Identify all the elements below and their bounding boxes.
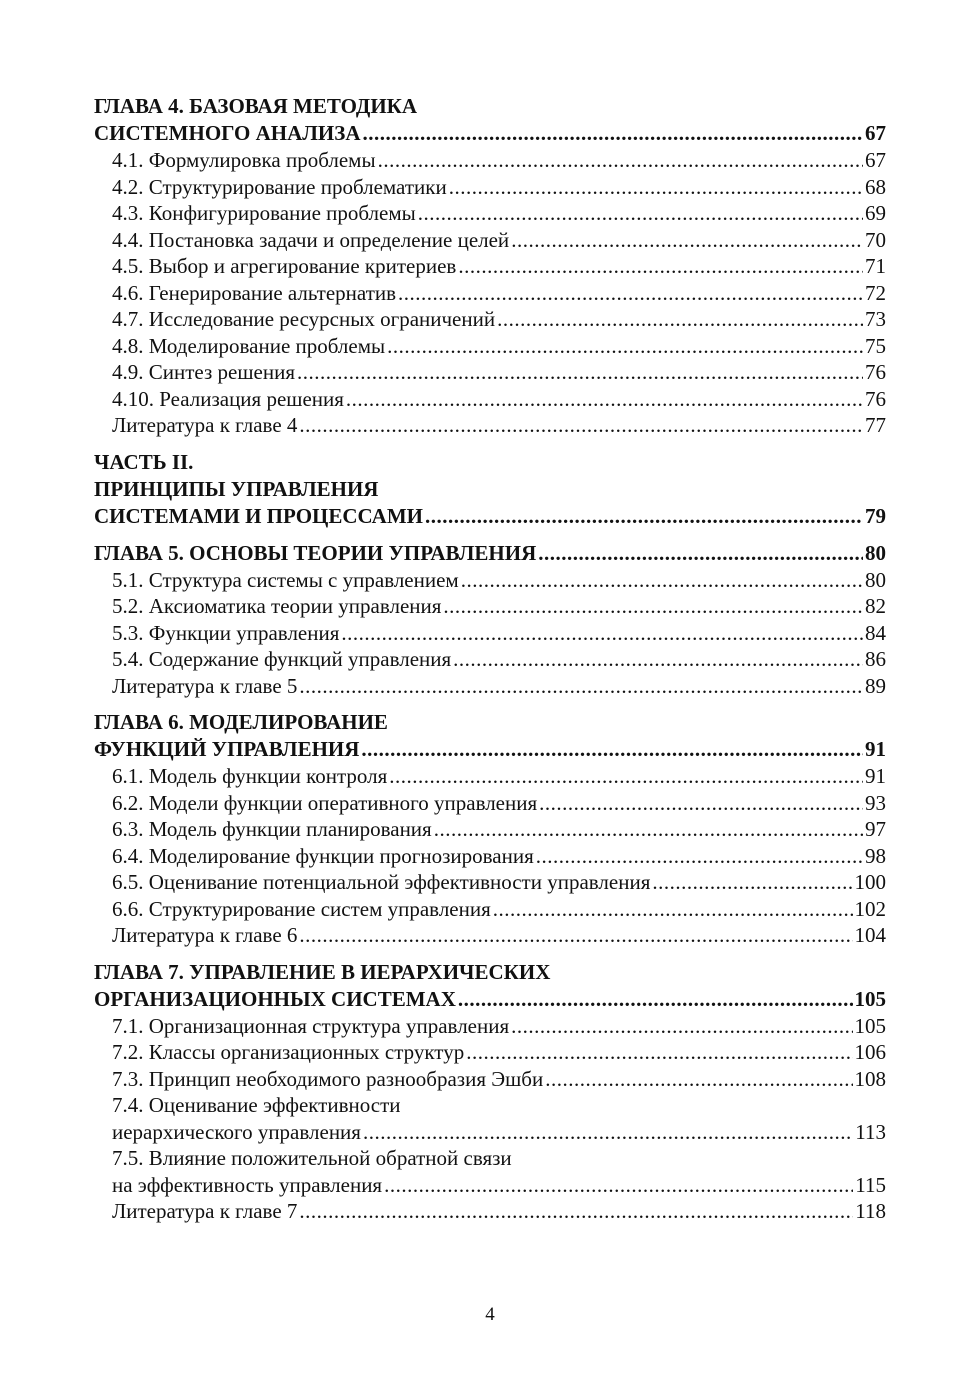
- entry-title: 6.1. Модель функции контроля: [112, 764, 388, 788]
- toc-entry[interactable]: [94, 306, 886, 333]
- entry-title: 7.3. Принцип необходимого разнообразия Эшби: [112, 1066, 544, 1091]
- chapter-6-page: 91: [865, 737, 886, 761]
- part-2-heading-line-2: ПРИНЦИПЫ УПРАВЛЕНИЯ: [94, 476, 379, 501]
- page-number: 4: [485, 1304, 495, 1325]
- entry-title: 6.5. Оценивание потенциальной эффективности управления: [112, 870, 651, 894]
- toc-entry[interactable]: [94, 200, 886, 227]
- dot-leader: [299, 922, 852, 949]
- dot-leader: [299, 412, 863, 439]
- entry-page: 102: [854, 896, 886, 921]
- entry-page: 97: [865, 817, 886, 841]
- entry-title: 5.2. Аксиоматика теории управления: [112, 594, 442, 618]
- toc-entry[interactable]: [94, 646, 886, 673]
- dot-leader: [387, 333, 863, 360]
- entry-title: 6.6. Структурирование систем управления: [112, 896, 491, 921]
- dot-leader: [425, 503, 863, 530]
- entry-title: 5.3. Функции управления: [112, 620, 340, 645]
- entry-page: 70: [865, 227, 886, 252]
- entry-page: 108: [854, 1066, 886, 1091]
- part-2-heading[interactable]: [94, 503, 886, 530]
- entry-page: 106: [854, 1040, 886, 1064]
- part-2-page: 79: [865, 503, 886, 528]
- entry-title: 4.2. Структурирование проблематики: [112, 174, 447, 199]
- dot-leader: [363, 120, 864, 147]
- chapter-4-heading-line-2: СИСТЕМНОГО АНАЛИЗА: [94, 121, 361, 145]
- toc-entry[interactable]: [94, 1039, 886, 1066]
- entry-page: 89: [865, 673, 886, 698]
- toc-entry-7-4[interactable]: [94, 1119, 886, 1146]
- toc-entry[interactable]: [94, 673, 886, 700]
- entry-page: 91: [865, 764, 886, 788]
- chapter-6-heading[interactable]: [94, 736, 886, 763]
- chapter-7-page: 105: [854, 986, 886, 1011]
- toc-entry[interactable]: [94, 790, 886, 817]
- entry-title: 7.1. Организационная структура управления: [112, 1013, 510, 1038]
- chapter-5-heading-text: ГЛАВА 5. ОСНОВЫ ТЕОРИИ УПРАВЛЕНИЯ: [94, 540, 537, 565]
- dot-leader: [511, 1013, 852, 1040]
- toc-entry[interactable]: [94, 593, 886, 620]
- entry-page: 84: [865, 620, 886, 645]
- entry-7-5-title-line-1: 7.5. Влияние положительной обратной связи: [112, 1146, 512, 1170]
- entry-page: 86: [865, 647, 886, 671]
- chapter-7-heading[interactable]: [94, 986, 886, 1013]
- dot-leader: [361, 736, 863, 763]
- dot-leader: [299, 1198, 853, 1225]
- entry-title: 4.10. Реализация решения: [112, 386, 344, 411]
- entry-page: 98: [865, 843, 886, 868]
- entry-title: на эффективность управления: [112, 1172, 383, 1197]
- toc-entry-7-5[interactable]: [94, 1172, 886, 1199]
- dot-leader: [418, 200, 863, 227]
- entry-title: 7.2. Классы организационных структур: [112, 1040, 465, 1064]
- part-2-heading-line-3: СИСТЕМАМИ И ПРОЦЕССАМИ: [94, 503, 423, 528]
- toc-entry[interactable]: [94, 412, 886, 439]
- toc-entry[interactable]: [94, 147, 886, 174]
- entry-title: 6.4. Моделирование функции прогнозирования: [112, 843, 534, 868]
- dot-leader: [453, 646, 863, 673]
- entry-page: 69: [865, 201, 886, 225]
- entry-page: 76: [865, 360, 886, 384]
- entry-page: 73: [865, 307, 886, 331]
- entry-title: 6.2. Модели функции оперативного управления: [112, 790, 538, 815]
- entry-page: 105: [854, 1013, 886, 1038]
- chapter-6-heading-line-1: ГЛАВА 6. МОДЕЛИРОВАНИЕ: [94, 710, 388, 734]
- dot-leader: [497, 306, 863, 333]
- toc-entry[interactable]: [94, 253, 886, 280]
- toc-entry[interactable]: [94, 359, 886, 386]
- dot-leader: [538, 540, 863, 567]
- entry-page: 115: [855, 1172, 886, 1197]
- chapter-6-section: [94, 709, 886, 949]
- toc-entry[interactable]: [94, 1066, 886, 1093]
- dot-leader: [341, 620, 863, 647]
- chapter-5-page: 80: [865, 540, 886, 565]
- dot-leader: [493, 896, 853, 923]
- table-of-contents: [94, 93, 886, 1225]
- dot-leader: [652, 869, 852, 896]
- dot-leader: [545, 1066, 852, 1093]
- toc-entry[interactable]: [94, 869, 886, 896]
- chapter-7-heading-line-2: ОРГАНИЗАЦИОННЫХ СИСТЕМАХ: [94, 986, 456, 1011]
- dot-leader: [378, 147, 863, 174]
- entry-page: 82: [865, 594, 886, 618]
- entry-page: 113: [855, 1119, 886, 1144]
- dot-leader: [297, 359, 863, 386]
- entry-page: 68: [865, 174, 886, 199]
- toc-entry[interactable]: [94, 922, 886, 949]
- dot-leader: [539, 790, 863, 817]
- dot-leader: [466, 1039, 852, 1066]
- entry-title: Литература к главе 7: [112, 1199, 298, 1223]
- dot-leader: [458, 986, 853, 1013]
- entry-page: 77: [865, 413, 886, 437]
- entry-page: 72: [865, 280, 886, 305]
- entry-title: 4.3. Конфигурирование проблемы: [112, 201, 416, 225]
- toc-entry[interactable]: [94, 896, 886, 923]
- entry-page: 93: [865, 790, 886, 815]
- chapter-7-heading-line-1: ГЛАВА 7. УПРАВЛЕНИЕ В ИЕРАРХИЧЕСКИХ: [94, 959, 551, 984]
- dot-leader: [299, 673, 863, 700]
- toc-entry[interactable]: [94, 763, 886, 790]
- entry-page: 67: [865, 148, 886, 172]
- entry-title: 4.9. Синтез решения: [112, 360, 295, 384]
- dot-leader: [363, 1119, 853, 1146]
- toc-entry[interactable]: [94, 816, 886, 843]
- chapter-4-section: [94, 93, 886, 439]
- toc-entry[interactable]: [94, 174, 886, 201]
- entry-title: 4.4. Постановка задачи и определение целей: [112, 227, 510, 252]
- entry-page: 80: [865, 567, 886, 592]
- toc-entry[interactable]: [94, 620, 886, 647]
- toc-entry[interactable]: [94, 386, 886, 413]
- toc-entry[interactable]: [94, 843, 886, 870]
- dot-leader: [384, 1172, 853, 1199]
- dot-leader: [443, 593, 863, 620]
- chapter-5-heading[interactable]: [94, 540, 886, 567]
- entry-page: 76: [865, 386, 886, 411]
- chapter-4-heading-line-1: ГЛАВА 4. БАЗОВАЯ МЕТОДИКА: [94, 94, 418, 118]
- entry-title: 4.8. Моделирование проблемы: [112, 333, 386, 358]
- entry-page: 118: [855, 1199, 886, 1223]
- dot-leader: [449, 174, 863, 201]
- dot-leader: [398, 280, 863, 307]
- toc-entry[interactable]: [94, 567, 886, 594]
- entry-title: 4.5. Выбор и агрегирование критериев: [112, 254, 457, 278]
- chapter-4-page: 67: [865, 121, 886, 145]
- entry-title: Литература к главе 6: [112, 923, 298, 947]
- entry-title: иерархического управления: [112, 1119, 361, 1144]
- dot-leader: [461, 567, 863, 594]
- dot-leader: [346, 386, 863, 413]
- entry-7-4-title-line-1: 7.4. Оценивание эффективности: [112, 1093, 401, 1117]
- entry-title: Литература к главе 4: [112, 413, 298, 437]
- entry-title: 6.3. Модель функции планирования: [112, 817, 432, 841]
- toc-entry[interactable]: [94, 1013, 886, 1040]
- dot-leader: [511, 227, 863, 254]
- dot-leader: [536, 843, 863, 870]
- entry-page: 100: [854, 870, 886, 894]
- part-2-heading-line-1: ЧАСТЬ II.: [94, 449, 194, 474]
- chapter-5-section: [94, 540, 886, 700]
- dot-leader: [434, 816, 863, 843]
- entry-title: 4.1. Формулировка проблемы: [112, 148, 376, 172]
- toc-entry[interactable]: [94, 280, 886, 307]
- entry-title: 4.6. Генерирование альтернатив: [112, 280, 397, 305]
- entry-title: 5.4. Содержание функций управления: [112, 647, 452, 671]
- dot-leader: [458, 253, 863, 280]
- entry-title: 5.1. Структура системы с управлением: [112, 567, 459, 592]
- entry-title: Литература к главе 5: [112, 673, 298, 698]
- toc-entry[interactable]: [94, 1198, 886, 1225]
- toc-entry[interactable]: [94, 333, 886, 360]
- entry-title: 4.7. Исследование ресурсных ограничений: [112, 307, 496, 331]
- chapter-4-heading[interactable]: [94, 120, 886, 147]
- chapter-6-heading-line-2: ФУНКЦИЙ УПРАВЛЕНИЯ: [94, 737, 360, 761]
- entry-page: 71: [865, 254, 886, 278]
- entry-page: 75: [865, 333, 886, 358]
- dot-leader: [389, 763, 863, 790]
- chapter-7-section: [94, 959, 886, 1225]
- part-2-section: [94, 449, 886, 530]
- toc-entry[interactable]: [94, 227, 886, 254]
- entry-page: 104: [854, 923, 886, 947]
